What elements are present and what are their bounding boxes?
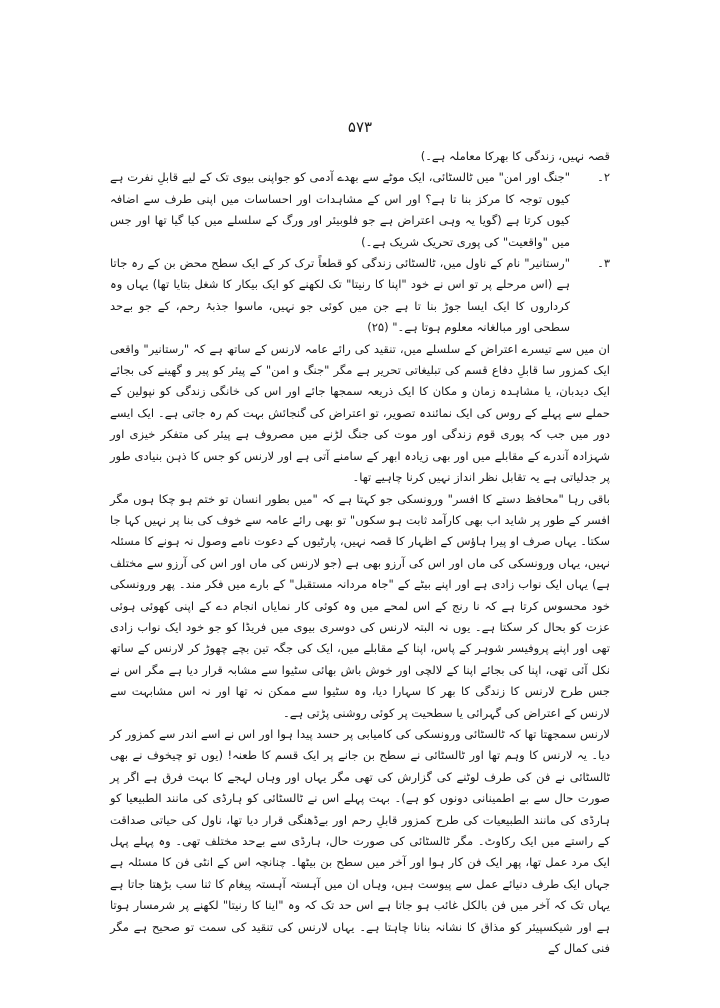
page-number: ۵۷۳	[347, 118, 373, 136]
paragraph: لارنس سمجھتا تھا کہ ٹالسٹائی ورونسکی کی کامیابی پر حسد پیدا ہوا اور اس نے اسے اندر سے کمزور کر دیا۔ یہ لارنس کا وہم تھا اور ٹالسٹائی نے سطح بن جانے پر ایک قسم کا طعنہ! (یوں تو چیخوف نے بھی ٹالسٹائی نے فن کی طرف لوٹنے کی گزارش کی تھی مگر یہاں اور وہاں لہجے کا بہت فرق ہے اگر پر صورت حال سے بے اطمینانی دونوں کو ہے)۔ بہت پہلے اس نے ٹالسٹائی کو ہارڈی کی مانند الطبیعیا کو ہارڈی کی مانند الطبیعیات کی طرح کمزور قابلِ رحم اور بےڈھنگی قرار دیا تھا، ناول کی حیاتی صداقت کے راستے میں ایک رکاوٹ۔ مگر ٹالسٹائی کی صورت حال، ہارڈی سے بےحد مختلف تھی۔ وہ پہلے پہل ایک مرد عمل تھا، پھر ایک فن کار ہوا اور آخر میں سطح بن بیٹھا۔ چنانچہ اس کے انٹی فن کا مسئلہ ہے جہاں ایک طرف دنیائے عمل سے پیوست ہیں، وہاں ان میں آہستہ آہستہ پیغام کا ثنا سب بڑھتا جاتا ہے یہاں تک کہ آخر میں فن بالکل غائب ہو جاتا ہے اس حد تک کہ وہ "اینا کا رنیتا" لکھنے پر شرمسار ہوتا ہے اور شیکسپیئر کو مذاق کا نشانہ بنانا چاہتا ہے۔ یہاں لارنس کی تنقید کی سمت تو صحیح ہے مگر فنی کمال کے	[110, 726, 610, 956]
paragraph-continuation: قصہ نہیں، زندگی کا بھرکا معاملہ ہے۔)	[420, 149, 610, 163]
numbered-item-3	[110, 253, 610, 339]
numbered-item-2	[110, 167, 610, 253]
paragraph: ان میں سے تیسرے اعتراض کے سلسلے میں، تنقید کی رائے عامہ لارنس کے ساتھ ہے کہ "رستانیر" واقعی ایک کمزور سا قابلِ دفاع قسم کی تبلیغاتی تحریر ہے مگر "جنگ و امن" کے پیئر کو پیر و گھینے کی بجائے ایک دیدبان، یا مشاہدہ زمان و مکان کا ایک ذریعہ سمجھا جائے اور اس کی خانگی زندگی کو نپولین کے حملے سے پہلے کے روس کی ایک نمائندہ تصویر، تو اعتراض کی گنجائش بہت کم رہ جاتی ہے۔ ایک ایسے دور میں جب کہ پوری قوم زندگی اور موت کی جنگ لڑنے میں مصروف ہے پیئر کی متفکر خیزی اور شہزادہ آندرے کے مقابلے میں اور بھی زیادہ ابھر کے سامنے آتی ہے اور لارنس کو جس کا ذہن بنیادی طور پر جدلیاتی ہے یہ تقابل نظر انداز نہیں کرنا چاہیے تھا۔	[110, 341, 610, 485]
item-number: ۳۔	[597, 256, 610, 271]
item-text: "جنگ اور امن" میں ٹالسٹائی، ایک موٹے سے بھدے آدمی کو جواپنی بیوی تک کے لیے قابلِ نفرت ہے کیوں توجہ کا مرکز بنا تا ہے؟ اور اس کے مشاہدات اور احساسات میں اپنی طرف سے اضافہ کیوں کرتا ہے (گویا یہ وہی اعتراض ہے جو فلوبیئر اور ورگ کے سلسلے میں کیا گیا تھا اور جس میں "واقعیت" کی پوری تحریک شریک ہے۔)	[110, 170, 570, 249]
item-number: ۲۔	[597, 170, 610, 185]
paragraph: باقی رہا "محافظ دستے کا افسر" ورونسکی جو کہتا ہے کہ "میں بطور انسان تو ختم ہو چکا ہوں مگر افسر کے طور پر شاید اب بھی کارآمد ثابت ہو سکوں" تو بھی رائے عامہ سے خوف کی بنا پر نہیں کہا جا سکتا۔ یہاں صرف او پیرا ہاؤس کے اظہار کا قصہ نہیں، پارٹیوں کے دعوت نامے وصول نہ ہونے کا مسئلہ نہیں، یہاں ورونسکی کی ماں اور اس کی آرزو بھی ہے (جو لارنس کی ماں اور اس کی آرزو سے مختلف ہے) یہاں ایک نواب زادی ہے اور اپنے بیٹے کے "جاہ مردانہ مستقبل" کے بارے میں فکر مند۔ پھر ورونسکی خود محسوس کرتا ہے کہ نا رنج کے اس لمحے میں وہ کوئی کار نمایاں انجام دے کے اپنی کھوئی ہوئی عزت کو بحال کر سکتا ہے۔ یوں نہ البتہ لارنس کی دوسری بیوی میں فریڈا کو جو خود ایک نواب زادی تھی اور اپنے پروفیسر شوہر کے پاس، اپنا کے مقابلے میں، ایک کی جگہ تین بچے چھوڑ کر لارنس کے ساتھ نکل آئی تھی، اپنا کی بجائے اپنا کے لالچی اور خوش باش بھائی سٹیوا سے مشابہ قرار دیا ہے مگر اس نے جس طرح لارنس کا زندگی کا بھر کا سہارا دیا، وہ سٹیوا سے ممکن نہ تھا اور نہ اس مشابہت سے لارنس کے اعتراض کی گہرائی یا سطحیت پر کوئی روشنی پڑتی ہے۔	[110, 491, 610, 720]
body-text	[110, 146, 610, 956]
item-text: "رستانیر" نام کے ناول میں، ٹالسٹائی زندگی کو قطعاً ترک کر کے ایک سطح محض بن کے رہ جاتا ہے (اس مرحلے پر تو اس نے خود "اپنا کا رنیتا" تک لکھنے کو ایک بیکار کا شغل بتایا تھا) یہاں وہ کرداروں کا ایک ایسا جوڑ بنا تا ہے جن میں کوئی جو نہیں، ماسوا جذبۂ رحم، کے جو بےحد سطحی اور مبالغانہ معلوم ہوتا ہے۔" (۲۵)	[110, 256, 570, 335]
